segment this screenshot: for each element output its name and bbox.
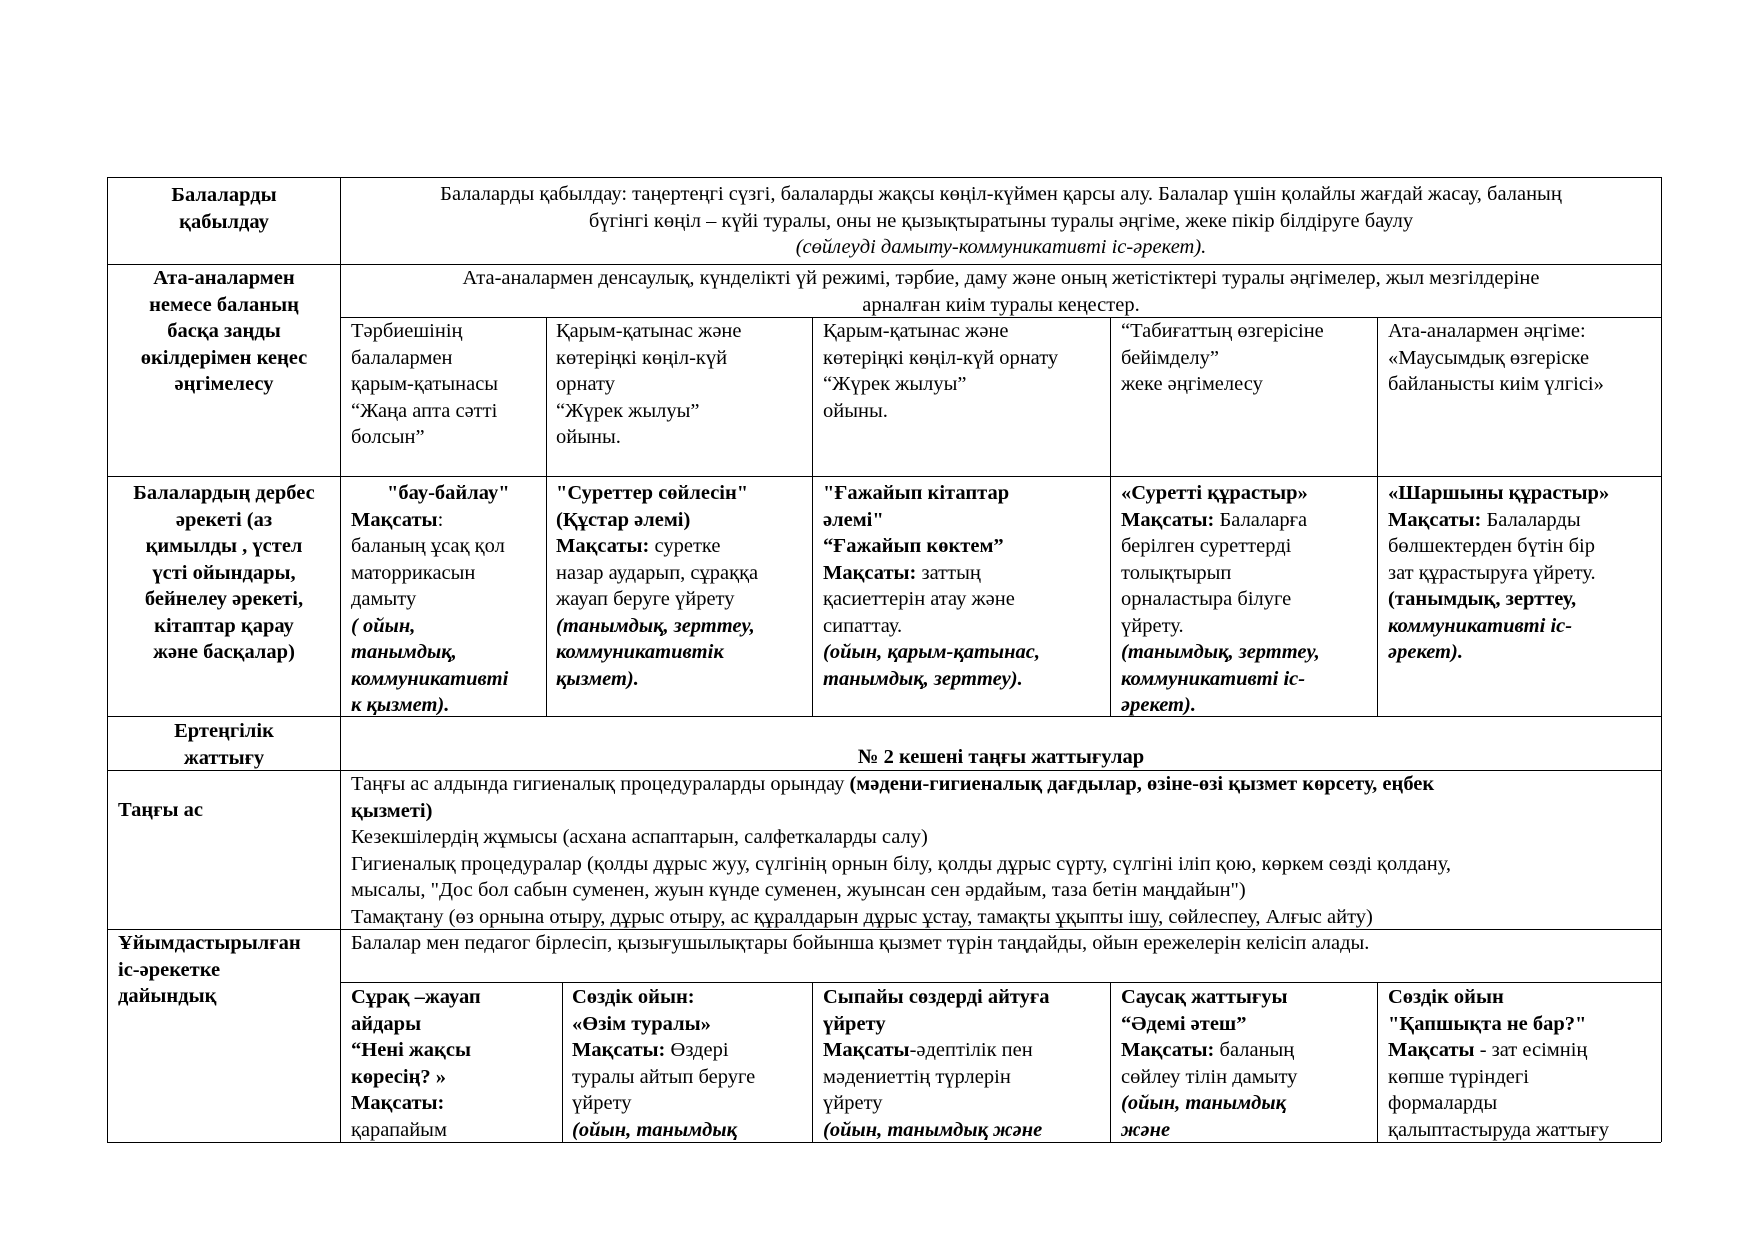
row-label-reception: Балаларды қабылдау — [171, 184, 277, 233]
parents-col-5: Ата-аналармен әңгіме: «Маусымдық өзгеріске байланысты киім үлгісі» — [1388, 320, 1604, 395]
activity-title: "Суреттер сөйлесін" — [556, 482, 749, 504]
activity-title: «Суретті құрастыр» — [1121, 482, 1308, 504]
activity-title: Саусақ жаттығуы — [1121, 986, 1288, 1008]
row-label-prep: Ұйымдастырылған іс-әрекетке дайындық — [118, 932, 301, 1007]
independent-col-4: «Суретті құрастыр» Мақсаты: Балаларға берілген суреттерді толықтырып орналастыра білуге үйрету. (танымдық, зерттеу, коммуникативті іс- әрекет). — [1121, 482, 1320, 716]
goal-label: Мақсаты: — [1121, 508, 1215, 531]
breakfast-text: Таңғы ас алдында гигиеналық процедураларды орындау (мәдени-гигиеналық дағдылар, өзіне-өзі қызмет көрсету, еңбек қызметі) Кезекшілердің жұмысы (асхана аспаптарын, салфеткаларды салу) Гигиеналық процедуралар (қолды дұрыс жуу, сүлгінің орнын білу, қолды дұрыс сүрту, сүлгіні іліп қою, көркем сөзді қолдану, мысалы, "Дос бол сабын суменен, жуын күнде суменен, жуынсан сен әрдайым, таза бетін маңдайын") Тамақтану (өз орнына отыру, дұрыс отыру, ас құралдарын дұрыс ұстау, тамақты ұқыпты ішу, сөйлеспеу, Алғыс айту) — [351, 773, 1452, 928]
goal-label: Мақсаты — [351, 508, 438, 531]
activity-title: Сөздік ойын — [1388, 986, 1504, 1008]
activity-title: Сыпайы сөздерді айтуға — [823, 986, 1050, 1008]
activity-title: «Шаршыны құрастыр» — [1388, 482, 1610, 504]
exercise-text: № 2 кешені таңғы жаттығулар — [857, 746, 1145, 768]
goal-label: Мақсаты: — [823, 561, 917, 584]
parents-col-4: “Табиғаттың өзгерісіне бейімделу” жеке әңгімелесу — [1121, 320, 1324, 395]
independent-col-2: "Суреттер сөйлесін" (Құстар әлемі) Мақсаты: суретке назар аударып, сұраққа жауап беруге үйрету (танымдық, зерттеу, коммуникативтік қызмет). — [556, 482, 759, 690]
goal-label: Мақсаты: — [1121, 1039, 1215, 1061]
prep-col-1: Сұрақ –жауап айдары “Нені жақсы көресің? » Мақсаты: қарапайым — [351, 986, 481, 1141]
independent-col-5: «Шаршыны құрастыр» Мақсаты: Балаларды бөлшектерден бүтін бір зат құрастыруға үйрету. (танымдық, зерттеу, коммуникативті іс- әрекет). — [1388, 482, 1610, 663]
row-label-exercise: Ертеңгілік жаттығу — [174, 720, 274, 769]
reception-text: Балаларды қабылдау: таңертеңгі сүзгі, балаларды жақсы көңіл-күймен қарсы алу. Балалар үшін қолайлы жағдай жасау, баланың бүгінгі көңіл – күйі туралы, оны не қызықтыратыны туралы әңгіме, жеке пікір білдіруге баулу (сөйлеуді дамыту-коммуникативті іс-әрекет). — [341, 181, 1661, 261]
prep-col-5: Сөздік ойын "Қапшықта не бар?" Мақсаты - зат есімнің көпше түріндегі формаларды қалыптастыруда жаттығу — [1388, 986, 1610, 1141]
goal-label: Мақсаты — [1388, 1039, 1475, 1061]
parents-col-2: Қарым-қатынас және көтеріңкі көңіл-күй орнату “Жүрек жылуы” ойыны. — [556, 320, 742, 448]
goal-label: Мақсаты: — [351, 1092, 445, 1114]
row-label-breakfast: Таңғы ас — [118, 799, 204, 821]
goal-label: Мақсаты: — [1388, 508, 1482, 531]
parents-col-1: Тәрбиешінің балалармен қарым-қатынасы “Жаңа апта сәтті болсын” — [351, 320, 499, 448]
parents-summary: Ата-аналармен денсаулық, күнделікті үй режимі, тәрбие, даму және оның жетістіктері туралы әңгімелер, жыл мезгілдеріне арналған киім туралы кеңестер. — [462, 267, 1540, 316]
activity-title: "Ғажайып кітаптар — [823, 482, 1010, 504]
independent-col-1: "бау-байлау" Мақсаты: баланың ұсақ қол маторрикасын дамыту ( ойын, танымдық, коммуникативті к қызмет). — [351, 482, 510, 716]
activity-title: Сөздік ойын: — [572, 986, 695, 1008]
reception-note: (сөйлеуді дамыту-коммуникативті іс-әрекет). — [795, 236, 1207, 258]
prep-col-4: Саусақ жаттығуы “Әдемі әтеш” Мақсаты: баланың сөйлеу тілін дамыту (ойын, танымдық және — [1121, 986, 1298, 1141]
row-label-parents: Ата-аналармен немесе баланың басқа заңды өкілдерімен кеңес әңгімелесу — [140, 267, 308, 395]
parents-col-3: Қарым-қатынас және көтеріңкі көңіл-күй орнату “Жүрек жылуы” ойыны. — [823, 320, 1059, 422]
goal-label: Мақсаты: — [556, 535, 650, 557]
activity-title: Сұрақ –жауап — [351, 986, 481, 1008]
activity-title: "бау-байлау" — [387, 482, 510, 504]
goal-label: Мақсаты: — [572, 1039, 666, 1061]
prep-col-2: Сөздік ойын: «Өзім туралы» Мақсаты: Өздері туралы айтып беруге үйрету (ойын, танымдық — [572, 986, 756, 1141]
page-bottom-margin — [0, 1143, 1755, 1241]
independent-col-3: "Ғажайып кітаптар әлемі" “Ғажайып көктем” Мақсаты: заттың қасиеттерін атау және сипаттау. (ойын, қарым-қатынас, танымдық, зерттеу). — [823, 482, 1040, 690]
goal-label: Мақсаты — [823, 1039, 910, 1061]
prep-text: Балалар мен педагог бірлесіп, қызығушылықтары бойынша қызмет түрін таңдайды, ойын ережелерін келісіп алады. — [351, 932, 1370, 954]
row-label-independent: Балалардың дербес әрекеті (аз қимылды , үстел үсті ойындары, бейнелеу әрекеті, кітаптар қарау және басқалар) — [133, 482, 315, 663]
prep-col-3: Сыпайы сөздерді айтуға үйрету Мақсаты-әдептілік пен мәдениеттің түрлерін үйрету (ойын, танымдық және — [823, 986, 1050, 1141]
